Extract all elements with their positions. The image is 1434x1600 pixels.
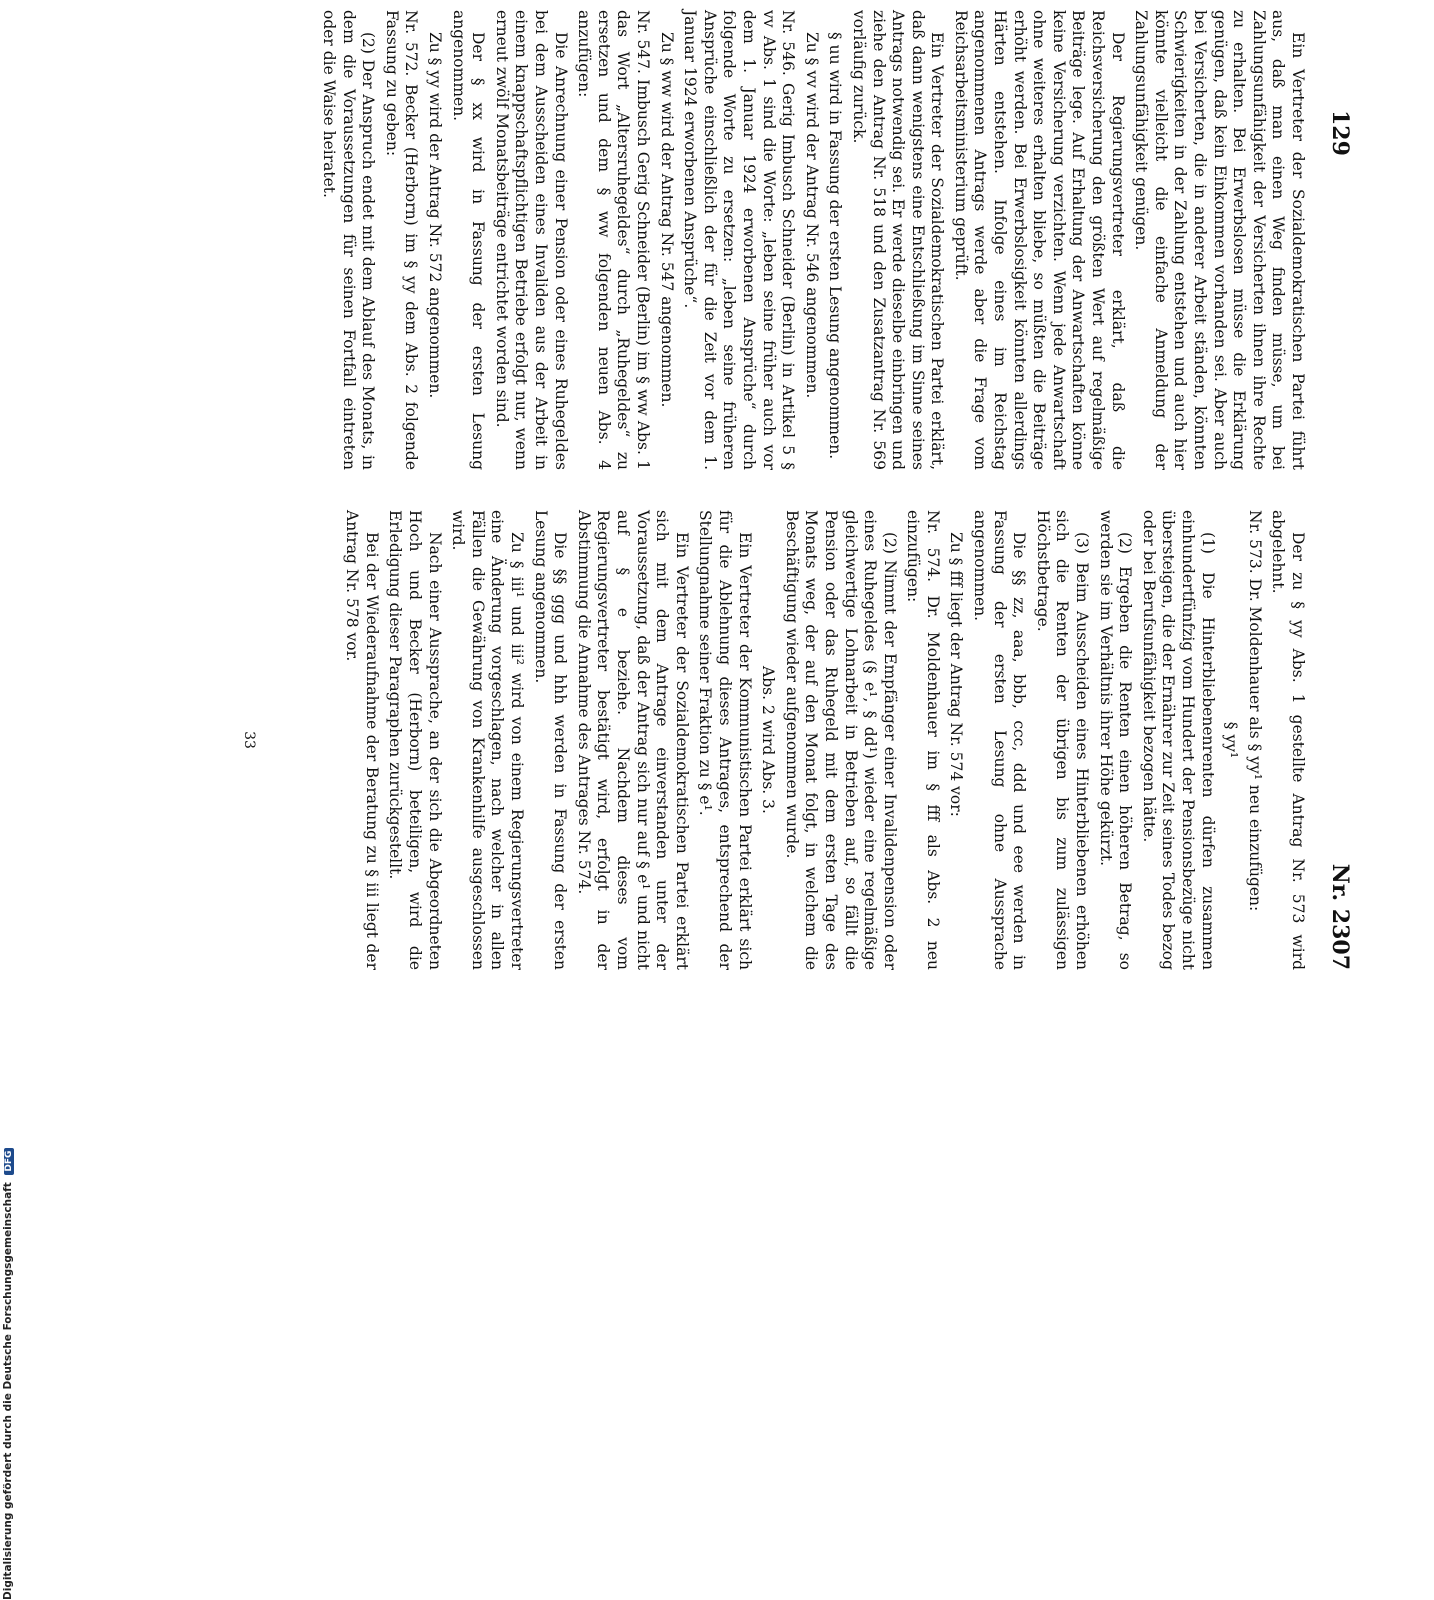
rotated-document-page: [207, 10, 1357, 990]
paragraph: Der § xx wird in Fassung der ersten Lesung angenommen.: [449, 10, 488, 470]
credit-text: Digitalisierung gefördert durch die Deutsche Forschungsgemeinschaft: [2, 1182, 14, 1600]
paragraph: Zu § yy wird der Antrag Nr. 572 angenommen.: [426, 32, 445, 399]
paragraph: Bei der Wiederaufnahme der Beratung zu § iii liegt der Antrag Nr. 578 vor.: [343, 510, 381, 970]
paragraph: (3) Beim Ausscheiden eines Hinterbliebenen erhöhen sich die Renten der übrigen bis zum zulässigen Höchstbetrage.: [1033, 510, 1092, 970]
page-number: 129: [1327, 110, 1353, 156]
section-heading: § yy¹: [1222, 721, 1241, 759]
paragraph: Ein Vertreter der Sozialdemokratischen Partei erklärt, daß dann wenigstens eine Entschließung im Sinne seines Antrags notwendig sei. Er werde dieselbe einbringen und ziehe den Antrag Nr. 518 und den Zusatzantrag Nr. 569 vorläufig zurück.: [849, 10, 947, 470]
motion-paragraph: Nr. 573. Dr. Moldenhauer als § yy¹ neu einzufügen:: [1245, 510, 1264, 912]
paragraph: Zu § ww wird der Antrag Nr. 547 angenommen.: [657, 32, 676, 408]
paragraph: (2) Nimmt der Empfänger einer Invalidenpension oder eines Ruhegeldes (§ e¹, § dd¹) wieder eine regelmäßige gleichwertige Lohnarbeit in Betrieben auf, so fällt die Pension oder das Ruhegeld mit dem ersten Tage des Monats weg, der auf den Monat folgt, in welchem die Beschäftigung wieder aufgenommen wurde.: [782, 510, 899, 970]
paragraph: Zu § fff liegt der Antrag Nr. 574 vor:: [947, 532, 966, 817]
paragraph: Der zu § yy Abs. 1 gestellte Antrag Nr. 573 wird abgelehnt.: [1269, 510, 1307, 970]
issue-number: Nr. 2307: [1327, 863, 1353, 970]
left-text-column: [267, 10, 1307, 470]
page-header: [1317, 10, 1357, 990]
paragraph: Ein Vertreter der Kommunistischen Partei erklärt sich für die Ablehnung dieses Antrages, entsprechend der Stellungnahme seiner Fraktion zu § e¹.: [696, 510, 754, 970]
paragraph: Zu § vv wird der Antrag Nr. 546 angenommen.: [802, 32, 821, 399]
paragraph: (2) Der Anspruch endet mit dem Ablauf des Monats, in dem die Voraussetzungen für seinen Fortfall eintreten oder die Waise heiratet.: [320, 10, 378, 470]
paragraph: Die Anrechnung einer Pension oder eines Ruhegeldes bei dem Ausscheiden eines Invaliden aus der Arbeit in einem knappschaftspflichtigen Betriebe erfolgt nur, wenn erneut zwölf Monatsbeiträge entrichtet worden sind.: [492, 10, 570, 470]
paragraph: Die §§ ggg und hhh werden in Fassung der ersten Lesung angenommen.: [531, 510, 570, 970]
digitization-credit: [0, 600, 20, 1600]
paragraph: Nach einer Aussprache, an der sich die Abgeordneten Hoch und Becker (Herborn) beteiligen, wird die Erledigung dieser Paragraphen zurückgestellt.: [386, 510, 444, 970]
motion-paragraph: Nr. 547. Imbusch Gerig Schneider (Berlin) im § ww Abs. 1 das Wort „Altersruhegeldes“ durch „Ruhegeldes“ zu ersetzen und dem § ww folgenden neuen Abs. 4 anzufügen:: [575, 10, 652, 470]
paragraph: Ein Vertreter der Sozialdemokratischen Partei führt aus, daß man einen Weg finden müsse, um bei Zahlungsunfähigkeit der Versicherten ihnen ihre Rechte zu erhalten. Bei Erwerbslosen müsse die Erklärung genügen, daß kein Einkommen vorhanden sei. Aber auch bei Versicherten, die in anderer Arbeit ständen, könnten Schwierigkeiten in der Zahlung entstehen und auch hier könnte vielleicht die einfache Anmeldung der Zahlungsunfähigkeit genügen.: [1132, 10, 1307, 470]
motion-paragraph: Nr. 572. Becker (Herborn) im § yy dem Abs. 2 folgende Fassung zu geben:: [382, 10, 421, 470]
paragraph: § uu wird in Fassung der ersten Lesung angenommen.: [826, 32, 845, 460]
right-text-column: [267, 510, 1307, 970]
paragraph: Abs. 2 wird Abs. 3.: [759, 666, 778, 814]
dfg-logo: DFG: [4, 1148, 14, 1175]
paragraph: (1) Die Hinterbliebenenrenten dürfen zusammen einhundertfünfzig vom Hundert der Pensionsbezüge nicht übersteigen, die der Ernährer zur Zeit seines Todes bezog oder bei Berufsunfähigkeit bezogen hätte.: [1139, 510, 1217, 970]
motion-paragraph: Nr. 546. Gerig Imbusch Schneider (Berlin) in Artikel 5 § vv Abs. 1 sind die Worte: „leben seine früher auch vor dem 1. Januar 1924 erworbenen Ansprüche“ durch folgende Worte zu ersetzen: „leben seine früheren Ansprüche einschließlich der für die Zeit vor dem 1. Januar 1924 erworbenen Ansprüche“.: [681, 10, 798, 470]
paragraph: Zu § iii¹ und iii² wird von einem Regierungsvertreter eine Änderung vorgeschlagen, nach welcher in allen Fällen die Gewährung von Krankenhilfe ausgeschlossen wird.: [449, 510, 527, 970]
paragraph: Ein Vertreter der Sozialdemokratischen Partei erklärt sich mit dem Antrage einverstanden unter der Voraussetzung, daß der Antrag sich nur auf § e¹ und nicht auf § e beziehe. Nachdem dieses vom Regierungsvertreter bestätigt wird, erfolgt in der Abstimmung die Annahme des Antrages Nr. 574.: [574, 510, 691, 970]
credit-text-wrapper: [2, 1148, 14, 1600]
paragraph: (2) Ergeben die Renten einen höheren Betrag, so werden sie im Verhältnis ihrer Höhe gekürzt.: [1096, 510, 1135, 970]
motion-paragraph: Nr. 574. Dr. Moldenhauer im § fff als Abs. 2 neu einzufügen:: [904, 510, 942, 970]
paragraph: Der Regierungsvertreter erklärt, daß die Reichsversicherung den größten Wert auf regelmäßige Beiträge lege. Auf Erhaltung der Anwartschaften könne keine Versicherung verzichten. Wenn jede Anwartschaft ohne weiteres erhalten bliebe, so müßten die Beiträge erhöht werden. Bei Erwerbslosigkeit könnten allerdings Härten entstehen. Infolge eines im Reichstag angenommenen Antrags werde aber die Frage vom Reichsarbeitsministerium geprüft.: [951, 10, 1127, 470]
paragraph: Die §§ zz, aaa, bbb, ccc, ddd und eee werden in Fassung der ersten Lesung ohne Aussprache angenommen.: [971, 510, 1029, 970]
page-mark: 33: [241, 731, 257, 749]
